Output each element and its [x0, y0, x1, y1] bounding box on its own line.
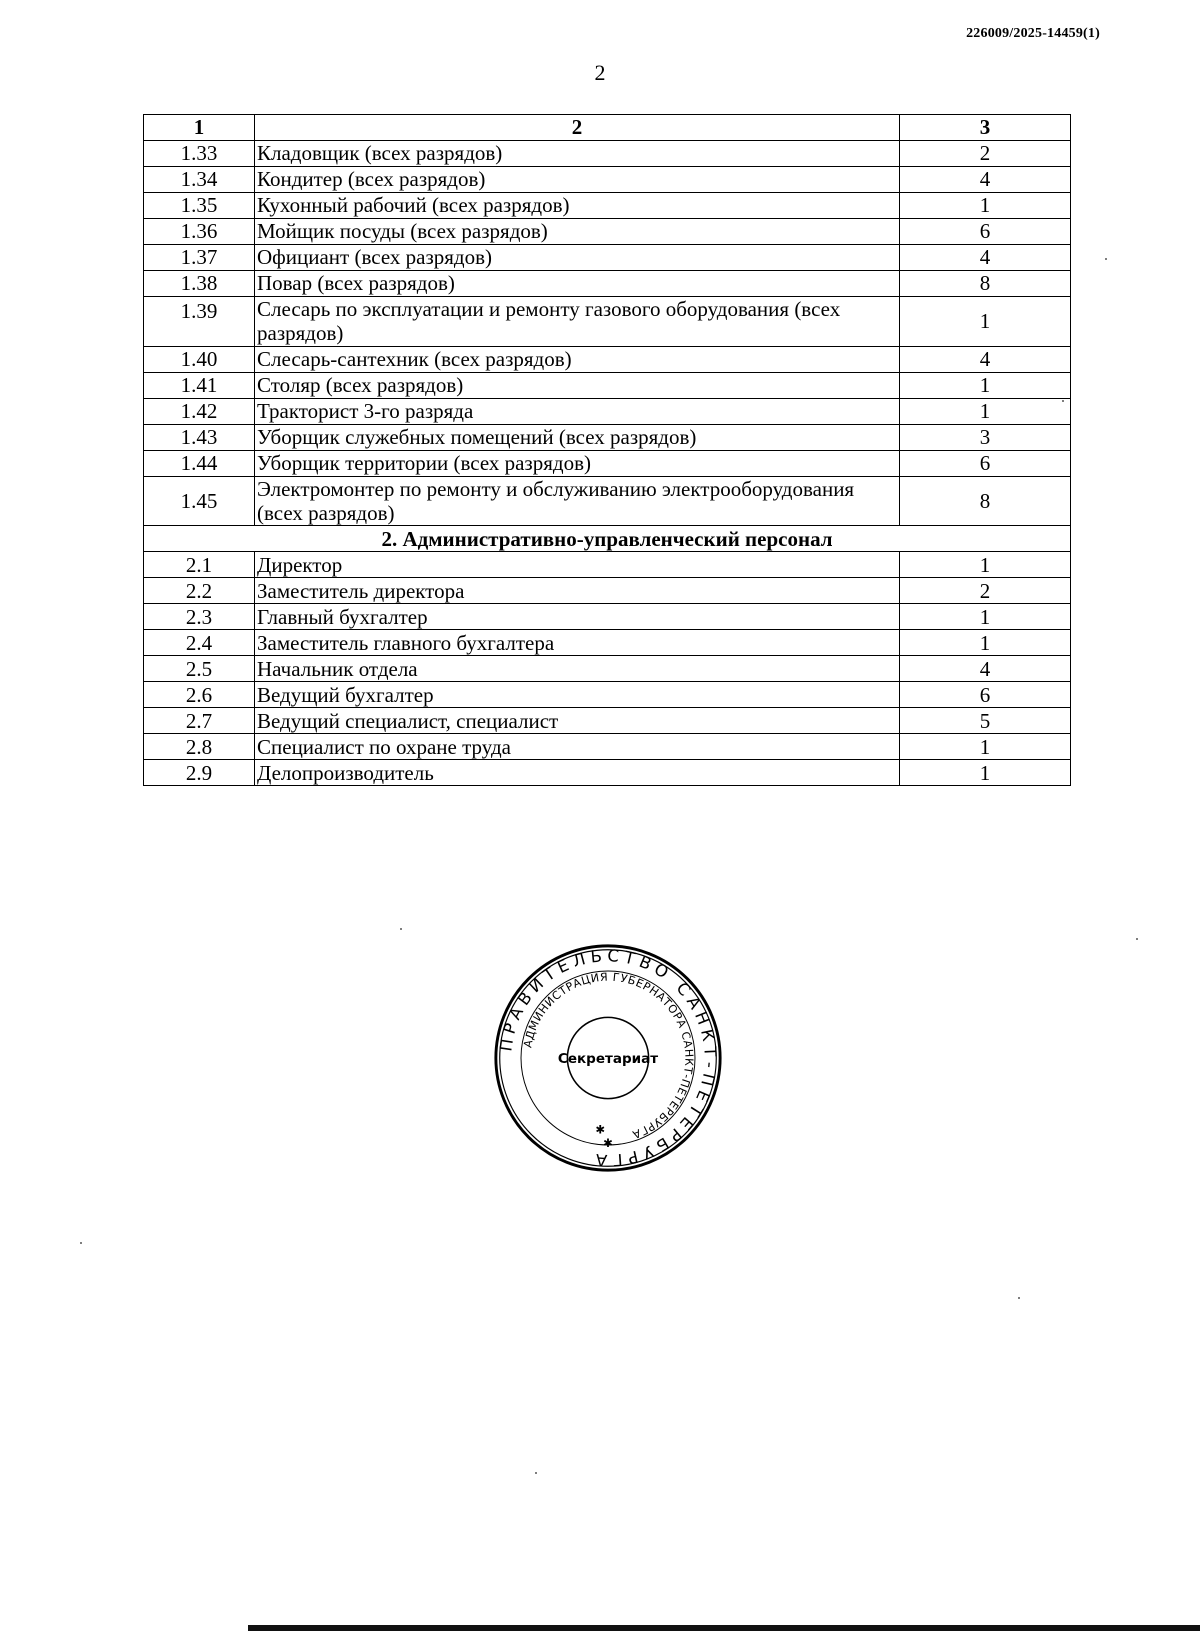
- position-name: Начальник отдела: [255, 656, 900, 682]
- row-number: 2.6: [144, 682, 255, 708]
- row-number: 1.37: [144, 245, 255, 271]
- section-heading: 2. Административно-управленческий персонал: [144, 526, 1071, 552]
- column-header-position: 2: [255, 115, 900, 141]
- table-row: [144, 346, 1071, 372]
- staff-count: 1: [900, 297, 1071, 347]
- scan-speck: [1062, 400, 1064, 402]
- staff-count: 5: [900, 708, 1071, 734]
- table-row: [144, 476, 1071, 526]
- column-header-number: 1: [144, 115, 255, 141]
- staff-count: 1: [900, 604, 1071, 630]
- position-name: Слесарь по эксплуатации и ремонту газового оборудования (всех разрядов): [255, 297, 900, 347]
- row-number: 2.1: [144, 552, 255, 578]
- position-name: Главный бухгалтер: [255, 604, 900, 630]
- staff-count: 1: [900, 193, 1071, 219]
- position-name: Ведущий специалист, специалист: [255, 708, 900, 734]
- scan-speck: [80, 1242, 82, 1244]
- table-row: [144, 245, 1071, 271]
- position-name: Кладовщик (всех разрядов): [255, 141, 900, 167]
- row-number: 1.43: [144, 424, 255, 450]
- row-number: 1.45: [144, 476, 255, 526]
- scan-speck: [1018, 1297, 1020, 1299]
- staff-count: 8: [900, 271, 1071, 297]
- position-name: Кондитер (всех разрядов): [255, 167, 900, 193]
- official-seal: [492, 942, 724, 1174]
- section-heading-row: [144, 526, 1071, 552]
- seal-outer-text: ПРАВИТЕЛЬСТВО САНКТ-ПЕТЕРБУРГА: [496, 946, 720, 1170]
- staff-count: 8: [900, 476, 1071, 526]
- row-number: 2.9: [144, 760, 255, 786]
- position-name: Специалист по охране труда: [255, 734, 900, 760]
- position-name: Директор: [255, 552, 900, 578]
- scan-edge-bar: [248, 1625, 1200, 1631]
- position-name: Уборщик служебных помещений (всех разрядов): [255, 424, 900, 450]
- row-number: 2.3: [144, 604, 255, 630]
- staff-count: 1: [900, 760, 1071, 786]
- row-number: 2.4: [144, 630, 255, 656]
- table-row: [144, 656, 1071, 682]
- staff-count: 1: [900, 734, 1071, 760]
- scan-speck: [400, 928, 402, 930]
- scan-speck: [535, 1472, 537, 1474]
- table-row: [144, 271, 1071, 297]
- row-number: 1.39: [144, 297, 255, 347]
- table-row: [144, 141, 1071, 167]
- seal-star-icon: ✱: [595, 1122, 606, 1137]
- table-row: [144, 424, 1071, 450]
- row-number: 2.8: [144, 734, 255, 760]
- position-name: Мойщик посуды (всех разрядов): [255, 219, 900, 245]
- table-row: [144, 167, 1071, 193]
- staff-count: 1: [900, 552, 1071, 578]
- table-row: [144, 450, 1071, 476]
- table-row: [144, 604, 1071, 630]
- row-number: 1.36: [144, 219, 255, 245]
- row-number: 1.33: [144, 141, 255, 167]
- table-row: [144, 708, 1071, 734]
- position-name: Кухонный рабочий (всех разрядов): [255, 193, 900, 219]
- staff-count: 1: [900, 372, 1071, 398]
- table-row: [144, 630, 1071, 656]
- table-row: [144, 297, 1071, 347]
- row-number: 1.44: [144, 450, 255, 476]
- staff-count: 6: [900, 450, 1071, 476]
- row-number: 2.2: [144, 578, 255, 604]
- staff-count: 6: [900, 682, 1071, 708]
- row-number: 1.34: [144, 167, 255, 193]
- table-row: [144, 734, 1071, 760]
- seal-center-text: Секретариат: [557, 1050, 659, 1067]
- staff-count: 4: [900, 245, 1071, 271]
- row-number: 1.41: [144, 372, 255, 398]
- position-name: Столяр (всех разрядов): [255, 372, 900, 398]
- position-name: Электромонтер по ремонту и обслуживанию электрооборудования (всех разрядов): [255, 476, 900, 526]
- staff-count: 2: [900, 141, 1071, 167]
- scan-speck: [1136, 938, 1138, 940]
- staff-count: 3: [900, 424, 1071, 450]
- page-number: 2: [594, 60, 606, 85]
- position-name: Заместитель директора: [255, 578, 900, 604]
- scan-speck: [1105, 258, 1107, 260]
- position-name: Повар (всех разрядов): [255, 271, 900, 297]
- staff-table: [143, 114, 1071, 786]
- table-row: [144, 682, 1071, 708]
- row-number: 2.5: [144, 656, 255, 682]
- staff-count: 1: [900, 398, 1071, 424]
- position-name: Делопроизводитель: [255, 760, 900, 786]
- position-name: Заместитель главного бухгалтера: [255, 630, 900, 656]
- staff-count: 4: [900, 346, 1071, 372]
- seal-star-icon: ✱: [603, 1135, 613, 1150]
- table-row: [144, 193, 1071, 219]
- document-number: 226009/2025-14459(1): [966, 26, 1100, 41]
- position-name: Слесарь-сантехник (всех разрядов): [255, 346, 900, 372]
- row-number: 1.38: [144, 271, 255, 297]
- table-header-row: [144, 115, 1071, 141]
- staff-count: 4: [900, 656, 1071, 682]
- row-number: 1.35: [144, 193, 255, 219]
- position-name: Тракторист 3-го разряда: [255, 398, 900, 424]
- position-name: Ведущий бухгалтер: [255, 682, 900, 708]
- position-name: Уборщик территории (всех разрядов): [255, 450, 900, 476]
- staff-count: 6: [900, 219, 1071, 245]
- row-number: 1.42: [144, 398, 255, 424]
- row-number: 1.40: [144, 346, 255, 372]
- row-number: 2.7: [144, 708, 255, 734]
- table-row: [144, 219, 1071, 245]
- table-row: [144, 372, 1071, 398]
- position-name: Официант (всех разрядов): [255, 245, 900, 271]
- column-header-count: 3: [900, 115, 1071, 141]
- staff-count: 4: [900, 167, 1071, 193]
- staff-count: 2: [900, 578, 1071, 604]
- seal-inner-text: АДМИНИСТРАЦИЯ ГУБЕРНАТОРА САНКТ-ПЕТЕРБУРГА: [521, 970, 696, 1142]
- table-row: [144, 398, 1071, 424]
- table-row: [144, 760, 1071, 786]
- table-row: [144, 552, 1071, 578]
- table-row: [144, 578, 1071, 604]
- staff-count: 1: [900, 630, 1071, 656]
